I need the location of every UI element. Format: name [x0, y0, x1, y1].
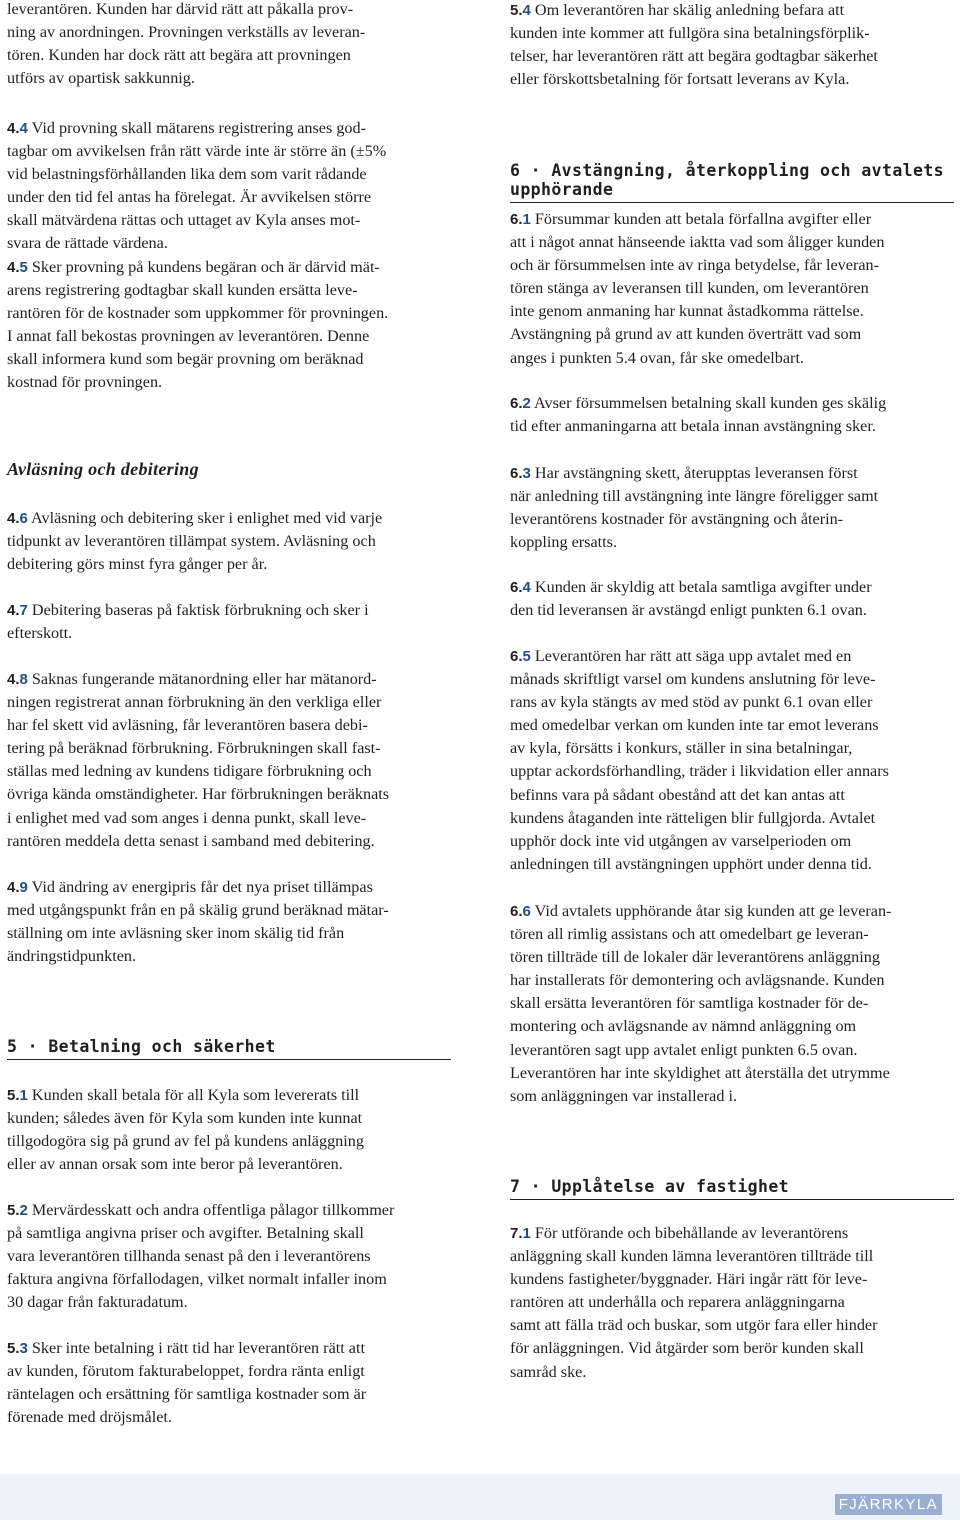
clause-7-1: 7.1 För utförande och bibehållande av leverantörens anläggning skall kunden lämna leverantören tillträde till kundens fastigheter/byggnader. Häri ingår rätt för leve- rantören att underhålla och reparera anläggningarna samt att fälla träd och buskar, som utgör fara eller hinder för anläggningen. Vid åtgärder som berör kunden skall samråd ske. [510, 1224, 878, 1381]
clause-4-4: 4.4 Vid provning skall mätarens registrering anses god- tagbar om avvikelsen från rätt värde inte är större än (±5% vid belastningsförhållanden lika dem som varit rådande under den tid fel antas ha förelegat. Är avvikelsen större skall mätvärdena rättas och uttaget av Kyla anses mot- svara de rättade värdena. [7, 119, 387, 253]
clause-4-6: 4.6 Avläsning och debitering sker i enlighet med vid varje tidpunkt av leverantören tillämpat system. Avläsning och debitering görs minst fyra gånger per år. [7, 509, 383, 574]
clause-number: 4.6 [7, 510, 28, 527]
clause-number: 7.1 [510, 1225, 531, 1242]
clause-5-3: 5.3 Sker inte betalning i rätt tid har leverantören rätt att av kunden, förutom fakturabeloppet, fordra ränta enligt räntelagen och ersättning för samtliga kostnader som är förenade med dröjsmålet. [7, 1339, 367, 1427]
clause-4-8: 4.8 Saknas fungerande mätanordning eller har mätanord- ningen registrerat annan förbrukning än den verkliga eller har fel skett vid avläsning, får leverantören basera debi- tering på beräknad förbrukning. Förbrukningen skall fast- ställas med ledning av kundens tidigare förbrukning och övriga kända omständigheter. Har förbrukningen beräknats i enlighet med vad som anges i denna punkt, skall leve- rantören meddela detta senast i samband med debitering. [7, 670, 390, 850]
clause-number: 5.1 [7, 1087, 28, 1104]
clause-number: 4.5 [7, 259, 28, 276]
clause-4-5: 4.5 Sker provning på kundens begäran och är därvid mät- arens registrering godtagbar skall kunden ersätta leve- rantören för de kostnader som uppkommer för provningen. I annat fall bekostas provningen av leverantören. Denne skall informera kund som begär provning om beräknad kostnad för provningen. [7, 258, 389, 392]
subheading-avlasning: Avläsning och debitering [7, 459, 199, 479]
clause-number: 4.4 [7, 120, 28, 137]
clause-6-6: 6.6 Vid avtalets upphörande åtar sig kunden att ge leveran- tören all rimlig assistans och att omedelbart ge leveran- tören tillträde till de lokaler där leverantörens anläggning har installerats för demontering och avlägsnande. Kunden skall ersätta leverantören för samtliga kostnader för de- montering och avlägsnande av nämnd anläggning om leverantören sagt upp avtalet enligt punkten 6.5 ovan. Leverantören har inte skyldighet att återställa det utrymme som anläggningen var installerad i. [510, 902, 892, 1105]
footer-brand: FJÄRRKYLA [835, 1494, 942, 1515]
clause-5-1: 5.1 Kunden skall betala för all Kyla som levererats till kunden; således även för Kyla som kunden inte kunnat tillgodogöra sig på grund av fel på kundens anläggning eller av annan orsak som inte beror på leverantören. [7, 1086, 364, 1174]
clause-number: 4.7 [7, 602, 28, 619]
clause-4-9: 4.9 Vid ändring av energipris får det nya priset tillämpas med utgångspunkt från en på skälig grund beräknad mätar- ställning om inte avläsning sker inom skälig tid från ändringstidpunkten. [7, 878, 389, 966]
clause-4-7: 4.7 Debitering baseras på faktisk förbrukning och sker i efterskott. [7, 601, 369, 643]
clause-number: 6.5 [510, 648, 531, 665]
clause-number: 6.6 [510, 903, 531, 920]
clause-5-4: 5.4 Om leverantören har skälig anledning befara att kunden inte kommer att fullgöra sina betalningsförplik- telser, har leverantören rätt att begära godtagbar säkerhet eller förskottsbetalning för fortsatt leverans av Kyla. [510, 1, 878, 89]
section-heading-5: 5 · Betalning och säkerhet [7, 1037, 451, 1060]
clause-5-2: 5.2 Mervärdesskatt och andra offentliga pålagor tillkommer på samtliga angivna priser och avgifter. Betalning skall vara leverantören tillhanda senast på den i leverantörens faktura angivna förfallodagen, vilket normalt infaller inom 30 dagar från fakturadatum. [7, 1201, 395, 1312]
footer-bar [0, 1474, 960, 1520]
clause-number: 5.4 [510, 2, 531, 19]
clause-number: 5.2 [7, 1202, 28, 1219]
clause-number: 4.8 [7, 671, 28, 688]
clause-number: 6.1 [510, 211, 531, 228]
clause-6-4: 6.4 Kunden är skyldig att betala samtliga avgifter under den tid leveransen är avstängd enligt punkten 6.1 ovan. [510, 578, 872, 620]
clause-6-1: 6.1 Försummar kunden att betala förfallna avgifter eller att i något annat hänseende iaktta vad som åligger kunden och är försummelsen inte av ringa betydelse, får leveran- tören stänga av leveransen till kunden, om leverantören inte genom anmaning har kunnat åstadkomma rättelse. Avstängning på grund av att kunden överträtt vad som anges i punkten 5.4 ovan, får ske omedelbart. [510, 210, 885, 367]
clause-number: 6.4 [510, 579, 531, 596]
section-heading-7: 7 · Upplåtelse av fastighet [510, 1177, 954, 1200]
clause-6-2: 6.2 Avser försummelsen betalning skall kunden ges skälig tid efter anmaningarna att betala innan avstängning sker. [510, 394, 887, 436]
intro-paragraph: leverantören. Kunden har därvid rätt att påkalla prov- ning av anordningen. Provningen verkställs av leveran- tören. Kunden har dock rätt att begära att provningen utförs av opartisk sakkunnig. [7, 0, 366, 88]
clause-number: 5.3 [7, 1340, 28, 1357]
clause-number: 6.2 [510, 395, 531, 412]
clause-6-5: 6.5 Leverantören har rätt att säga upp avtalet med en månads skriftligt varsel om kundens anslutning för leve- rans av kyla stängts av med stöd av punkt 6.1 ovan eller med omedelbar verkan om kunden inte tar emot leverans av kyla, försätts i konkurs, ställer in sina betalningar, upptar ackordsförhandling, träder i likvidation eller annars befinns vara på sådant obestånd att det kan antas att kundens åtaganden inte rätteligen blir fullgjorda. Avtalet upphör dock inte vid utgången av varselperioden om anledningen till avstängningen upphört under denna tid. [510, 647, 889, 873]
section-heading-6: 6 · Avstängning, återkoppling och avtalets upphörande [510, 161, 954, 203]
clause-number: 6.3 [510, 465, 531, 482]
clause-number: 4.9 [7, 879, 28, 896]
clause-6-3: 6.3 Har avstängning skett, återupptas leveransen först när anledning till avstängning inte längre föreligger samt leverantörens kostnader för avstängning och återin- koppling ersatts. [510, 464, 879, 552]
